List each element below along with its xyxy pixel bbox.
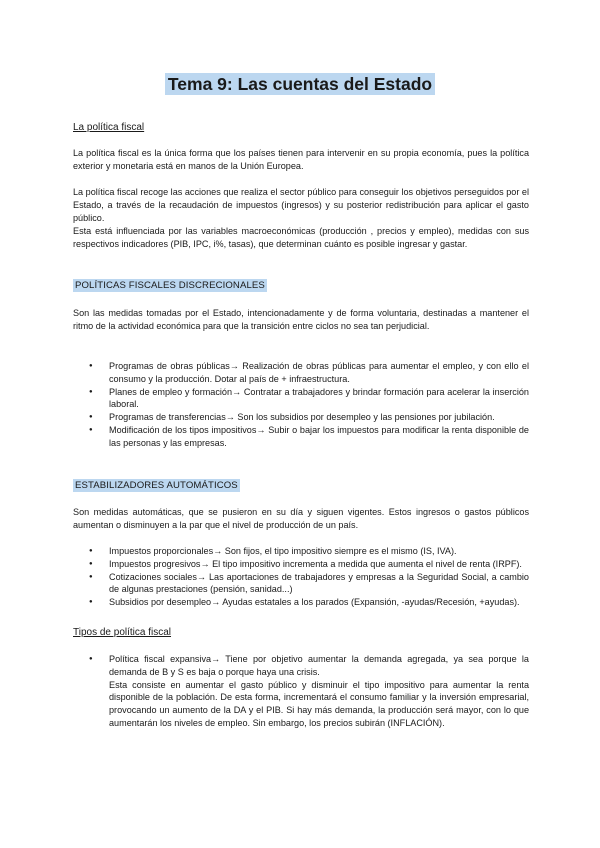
document-title: Tema 9: Las cuentas del Estado: [0, 74, 600, 95]
list-item: ● Subsidios por desempleo→ Ayudas estatales a los parados (Expansión, -ayudas/Recesión, +ayudas).: [73, 596, 529, 609]
fiscal-types-list: [73, 653, 529, 730]
paragraph: La política fiscal es la única forma que los países tienen para intervenir en su propia economía, pues la política exterior y monetaria está en manos de la Unión Europea.: [73, 148, 529, 171]
list-item: ● Impuestos progresivos→ El tipo impositivo incrementa a medida que aumenta el nivel de renta (IRPF).: [73, 558, 529, 571]
list-item: ● Cotizaciones sociales→ Las aportaciones de trabajadores y empresas a la Seguridad Social, a cambio de algunas prestaciones (pensión, sanidad...): [73, 571, 529, 597]
list-item: ● Planes de empleo y formación→ Contratar a trabajadores y brindar formación para acelerar la inserción laboral.: [73, 386, 529, 412]
list-item: ● Modificación de los tipos impositivos→ Subir o bajar los impuestos para modificar la renta disponible de las personas y las empresas.: [73, 424, 529, 450]
list-item: ● Programas de obras públicas→ Realización de obras públicas para aumentar el empleo, y con ello el consumo y la producción. Dotar al país de + infraestructura.: [73, 360, 529, 386]
heading-estabilizadores: ESTABILIZADORES AUTOMÁTICOS: [75, 480, 238, 491]
list-item-text: Política fiscal expansiva→ Tiene por objetivo aumentar la demanda agregada, ya sea porque la demanda de B y S es baja o porque haya una crisis.: [109, 654, 529, 677]
heading-politicas-discrecionales: POLÍTICAS FISCALES DISCRECIONALES: [75, 280, 265, 291]
discretionary-list: [73, 360, 529, 450]
paragraph: La política fiscal recoge las acciones que realiza el sector público para conseguir los objetivos perseguidos por el Estado, a través de la recaudación de impuestos (ingresos) y su posterior redistribución para aplicar el gasto público.: [73, 187, 529, 223]
list-item: [73, 653, 529, 730]
heading-politica-fiscal: La política fiscal: [73, 122, 145, 133]
list-item-continuation: Esta consiste en aumentar el gasto público y disminuir el tipo impositivo para aumentar la renta disponible de la población. De esta forma, incrementará el consumo familiar y la inversión empresarial, provocando un aumento de la DA y el PIB. Si hay más demanda, la producción será mayor, con lo que aumentarán los niveles de empleo. Sin embargo, los precios subirán (INFLACIÓN).: [109, 679, 529, 728]
list-item: ● Impuestos proporcionales→ Son fijos, el tipo impositivo siempre es el mismo (IS, IVA).: [73, 545, 529, 558]
heading-tipos-politica-fiscal: Tipos de política fiscal: [73, 627, 172, 638]
paragraph: Son medidas automáticas, que se pusieron en su día y siguen vigentes. Estos ingresos o gastos públicos aumentan o disminuyen a la par que el nivel de producción de un país.: [73, 507, 529, 530]
stabilizers-list: [73, 545, 529, 609]
list-item: ● Programas de transferencias→ Son los subsidios por desempleo y las pensiones por jubilación.: [73, 411, 529, 424]
paragraph: Esta está influenciada por las variables macroeconómicas (producción , precios y empleo), medidas con sus respectivos indicadores (PIB, IPC, i%, tasas), que determinan cuánto es posible ingresar y gastar.: [73, 226, 529, 249]
paragraph: Son las medidas tomadas por el Estado, intencionadamente y de forma voluntaria, destinadas a mantener el ritmo de la actividad económica para que la transición entre ciclos no sea tan perjudicial.: [73, 308, 529, 331]
